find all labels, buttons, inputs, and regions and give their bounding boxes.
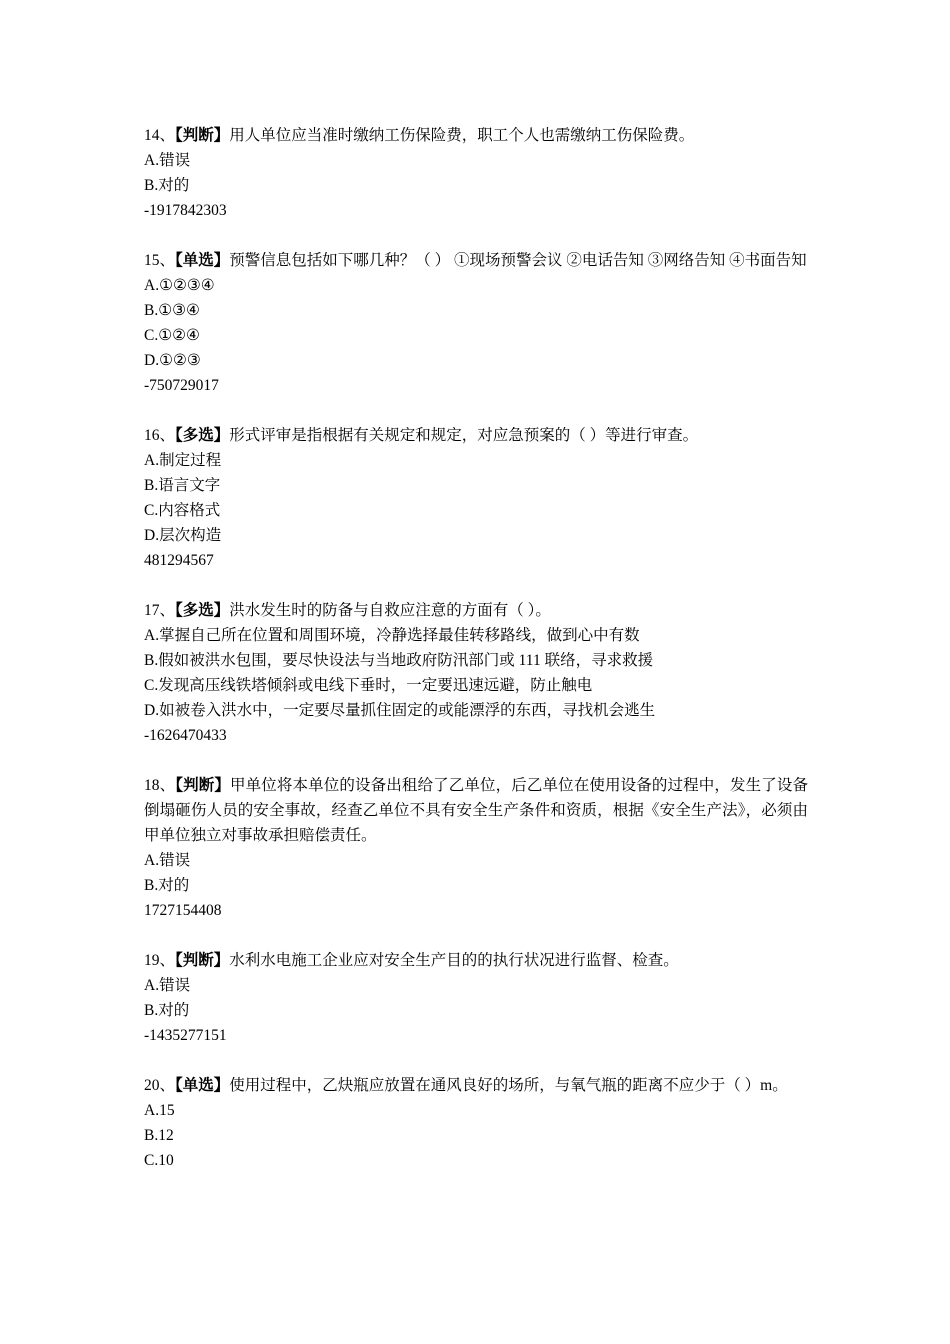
option-b: B.12 [144,1127,174,1144]
question-separator: 、 [159,777,176,794]
question-type-tag: 【多选】 [175,427,230,444]
question-code: 1727154408 [144,902,222,919]
question-14 [144,123,808,223]
question-list [144,123,808,1198]
option-a: A.错误 [144,152,191,169]
question-stem [144,423,808,448]
question-type-tag: 【多选】 [175,602,230,619]
option-a: A.错误 [144,977,191,994]
option-b: B.假如被洪水包围，要尽快设法与当地政府防汛部门或 111 联络，寻求救援 [144,652,654,669]
question-number: 20 [144,1077,160,1094]
question-16 [144,423,808,573]
question-separator: 、 [159,602,176,619]
question-18 [144,773,808,923]
question-number: 16 [144,427,160,444]
question-separator: 、 [159,952,176,969]
question-text: 甲单位将本单位的设备出租给了乙单位，后乙单位在使用设备的过程中，发生了设备倒塌砸伤人员的安全事故，经查乙单位不具有安全生产条件和资质，根据《安全生产法》，必须由甲单位独立对事故承担赔偿责任。 [144,777,808,844]
question-separator: 、 [159,252,176,269]
option-b: B.对的 [144,1002,190,1019]
question-stem [144,1073,808,1098]
question-text: 形式评审是指根据有关规定和规定，对应急预案的（ ）等进行审查。 [229,427,699,444]
option-a: A.掌握自己所在位置和周围环境，冷静选择最佳转移路线，做到心中有数 [144,627,640,644]
question-text: 使用过程中，乙炔瓶应放置在通风良好的场所，与氧气瓶的距离不应少于（ ）m。 [229,1077,788,1094]
question-text: 水利水电施工企业应对安全生产目的的执行状况进行监督、检查。 [229,952,679,969]
question-20 [144,1073,808,1173]
question-text: 预警信息包括如下哪几种？（ ） ①现场预警会议 ②电话告知 ③网络告知 ④书面告知 [229,252,807,269]
question-text: 洪水发生时的防备与自救应注意的方面有（ ）。 [229,602,551,619]
question-number: 17 [144,602,160,619]
question-stem [144,773,808,848]
question-separator: 、 [159,427,176,444]
option-b: B.语言文字 [144,477,221,494]
question-number: 14 [144,127,160,144]
option-d: D.①②③ [144,352,201,369]
option-b: B.①③④ [144,302,200,319]
option-b: B.对的 [144,877,190,894]
option-c: C.10 [144,1152,174,1169]
option-a: A.错误 [144,852,191,869]
question-code: 481294567 [144,552,214,569]
question-number: 19 [144,952,160,969]
question-stem [144,598,808,623]
question-number: 15 [144,252,160,269]
option-d: D.层次构造 [144,527,222,544]
option-c: C.发现高压线铁塔倾斜或电线下垂时，一定要迅速远避，防止触电 [144,677,593,694]
option-c: C.内容格式 [144,502,221,519]
question-17 [144,598,808,748]
question-15 [144,248,808,398]
option-c: C.①②④ [144,327,200,344]
question-type-tag: 【单选】 [175,1077,230,1094]
question-code: -1626470433 [144,727,227,744]
question-type-tag: 【判断】 [175,127,230,144]
question-separator: 、 [159,127,176,144]
question-separator: 、 [159,1077,176,1094]
option-b: B.对的 [144,177,190,194]
question-type-tag: 【单选】 [175,252,230,269]
question-stem [144,123,808,148]
question-19 [144,948,808,1048]
question-code: -1917842303 [144,202,227,219]
option-a: A.①②③④ [144,277,215,294]
option-a: A.制定过程 [144,452,222,469]
question-number: 18 [144,777,160,794]
question-type-tag: 【判断】 [175,952,230,969]
option-a: A.15 [144,1102,175,1119]
question-type-tag: 【判断】 [175,777,230,794]
question-code: -1435277151 [144,1027,227,1044]
option-d: D.如被卷入洪水中，一定要尽量抓住固定的或能漂浮的东西，寻找机会逃生 [144,702,656,719]
question-stem [144,248,808,273]
question-code: -750729017 [144,377,219,394]
question-text: 用人单位应当准时缴纳工伤保险费，职工个人也需缴纳工伤保险费。 [229,127,695,144]
question-stem [144,948,808,973]
